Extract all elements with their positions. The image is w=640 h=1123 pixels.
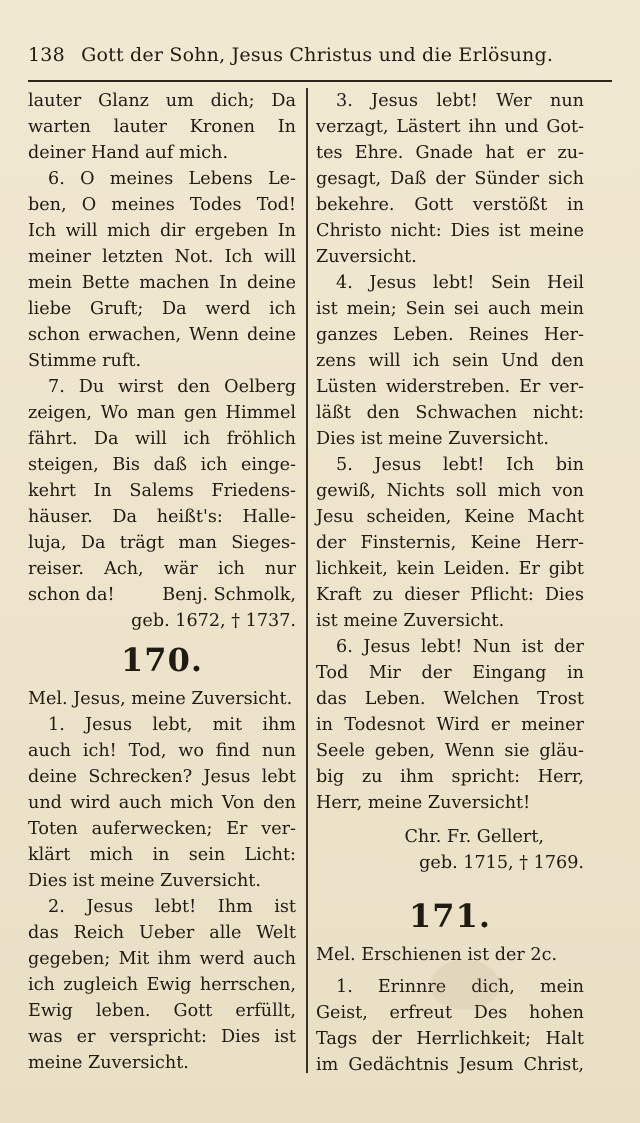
text-line: Geist, erfreut Des hohen: [316, 1003, 584, 1023]
text-line: Tags der Herrlichkeit; Halt: [316, 1029, 584, 1049]
text-line: 4. Jesus lebt! Sein Heil: [336, 273, 584, 293]
text-line: zeigen, Wo man gen Himmel: [28, 403, 296, 423]
text-line: Lüsten widerstreben. Er ver-: [316, 377, 584, 397]
text-line: Dies ist meine Zuversicht.: [316, 429, 549, 449]
text-line: Herr, meine Zuversicht!: [316, 793, 531, 813]
author-dates: geb. 1672, † 1737.: [131, 611, 296, 631]
text-line: Dies ist meine Zuversicht.: [28, 871, 261, 891]
text-line: Ich will mich dir ergeben In: [28, 221, 296, 241]
text-line: auch ich! Tod, wo find nun: [28, 741, 296, 761]
text-line: 7. Du wirst den Oelberg: [48, 377, 296, 397]
text-line: Zuversicht.: [316, 247, 417, 267]
melody-line: Mel. Erschienen ist der 2c.: [316, 945, 558, 965]
text-line: der Finsternis, Keine Herr-: [316, 533, 584, 553]
text-line: fährt. Da will ich fröhlich: [28, 429, 296, 449]
text-line: ist meine Zuversicht.: [316, 611, 505, 631]
text-line: häuser. Da heißt's: Halle-: [28, 507, 296, 527]
text-line: reiser. Ach, wär ich nur: [28, 559, 296, 579]
text-line: 6. O meines Lebens Le-: [48, 169, 296, 189]
running-header: [28, 44, 618, 66]
text-line: 6. Jesus lebt! Nun ist der: [336, 637, 584, 657]
text-line: ben, O meines Todes Tod!: [28, 195, 296, 215]
text-line: in Todesnot Wird er meiner: [316, 715, 584, 735]
text-line: steigen, Bis daß ich einge-: [28, 455, 296, 475]
text-line: ist mein; Sein sei auch mein: [316, 299, 584, 319]
stanza-6: [316, 634, 584, 816]
text-line: Kraft zu dieser Pflicht: Dies: [316, 585, 584, 605]
text-line: Seele geben, Wenn sie gläu-: [316, 741, 584, 761]
text-line: meine Zuversicht.: [28, 1053, 189, 1073]
text-line: warten lauter Kronen In: [28, 117, 296, 137]
text-line: 1. Erinnre dich, mein: [336, 977, 584, 997]
text-line: Jesu scheiden, Keine Macht: [316, 507, 584, 527]
text-line: Christo nicht: Dies ist meine: [316, 221, 584, 241]
text-line: meiner letzten Not. Ich will: [28, 247, 296, 267]
text-line: luja, Da trägt man Sieges-: [28, 533, 296, 553]
text-line: lichkeit, kein Leiden. Er gibt: [316, 559, 584, 579]
author-name: Chr. Fr. Gellert,: [404, 827, 544, 847]
author-dates: geb. 1715, † 1769.: [419, 853, 584, 873]
text-line: ich zugleich Ewig herrschen,: [28, 975, 296, 995]
column-divider: [306, 88, 308, 1073]
stanza-continuation: [28, 88, 296, 166]
stanza-3: [316, 88, 584, 270]
page-number: 138: [28, 44, 65, 66]
text-line: Ewig leben. Gott erfüllt,: [28, 1001, 296, 1021]
text-line: bekehre. Gott verstößt in: [316, 195, 584, 215]
text-line: gewiß, Nichts soll mich von: [316, 481, 584, 501]
text-line: klärt mich in sein Licht:: [28, 845, 296, 865]
text-line: Stimme ruft.: [28, 351, 142, 371]
stanza-1: [28, 712, 296, 894]
stanza-7: [28, 374, 296, 634]
stanza-2: [28, 894, 296, 1076]
text-line: zens will ich sein Und den: [316, 351, 584, 371]
text-line: das Leben. Welchen Trost: [316, 689, 584, 709]
stanza-5: [316, 452, 584, 634]
text-line: Toten auferwecken; Er ver-: [28, 819, 296, 839]
hymn-number: 170.: [121, 641, 203, 679]
text-line: schon da!: [28, 585, 115, 605]
header-rule: [28, 80, 612, 82]
stanza-6: [28, 166, 296, 374]
text-line: deine Schrecken? Jesus lebt: [28, 767, 296, 787]
text-line: läßt den Schwachen nicht:: [316, 403, 584, 423]
text-line: was er verspricht: Dies ist: [28, 1027, 296, 1047]
text-line: lauter Glanz um dich; Da: [28, 91, 296, 111]
text-line: verzagt, Lästert ihn und Got-: [316, 117, 584, 137]
text-line: deiner Hand auf mich.: [28, 143, 229, 163]
right-column: [316, 88, 584, 1078]
text-line: Tod Mir der Eingang in: [316, 663, 584, 683]
stanza-4: [316, 270, 584, 452]
text-line: gegeben; Mit ihm werd auch: [28, 949, 296, 969]
hymn-number: 171.: [409, 897, 491, 935]
left-column: [28, 88, 296, 1076]
text-line: das Reich Ueber alle Welt: [28, 923, 296, 943]
author-name: Benj. Schmolk,: [162, 585, 296, 605]
text-line: tes Ehre. Gnade hat er zu-: [316, 143, 584, 163]
text-line: schon erwachen, Wenn deine: [28, 325, 296, 345]
text-line: 5. Jesus lebt! Ich bin: [336, 455, 584, 475]
text-line: liebe Gruft; Da werd ich: [28, 299, 296, 319]
melody-line: Mel. Jesus, meine Zuversicht.: [28, 689, 293, 709]
text-line: gesagt, Daß der Sünder sich: [316, 169, 584, 189]
text-line: 2. Jesus lebt! Ihm ist: [48, 897, 296, 917]
text-line: ganzes Leben. Reines Her-: [316, 325, 584, 345]
text-line: im Gedächtnis Jesum Christ,: [316, 1055, 584, 1075]
text-line: und wird auch mich Von den: [28, 793, 296, 813]
running-title: Gott der Sohn, Jesus Christus und die Erlösung.: [81, 44, 554, 66]
text-line: kehrt In Salems Friedens-: [28, 481, 296, 501]
text-line: big zu ihm spricht: Herr,: [316, 767, 584, 787]
text-line: 1. Jesus lebt, mit ihm: [48, 715, 296, 735]
text-line: 3. Jesus lebt! Wer nun: [336, 91, 584, 111]
paper-smudge: [430, 960, 500, 1010]
text-line: mein Bette machen In deine: [28, 273, 296, 293]
